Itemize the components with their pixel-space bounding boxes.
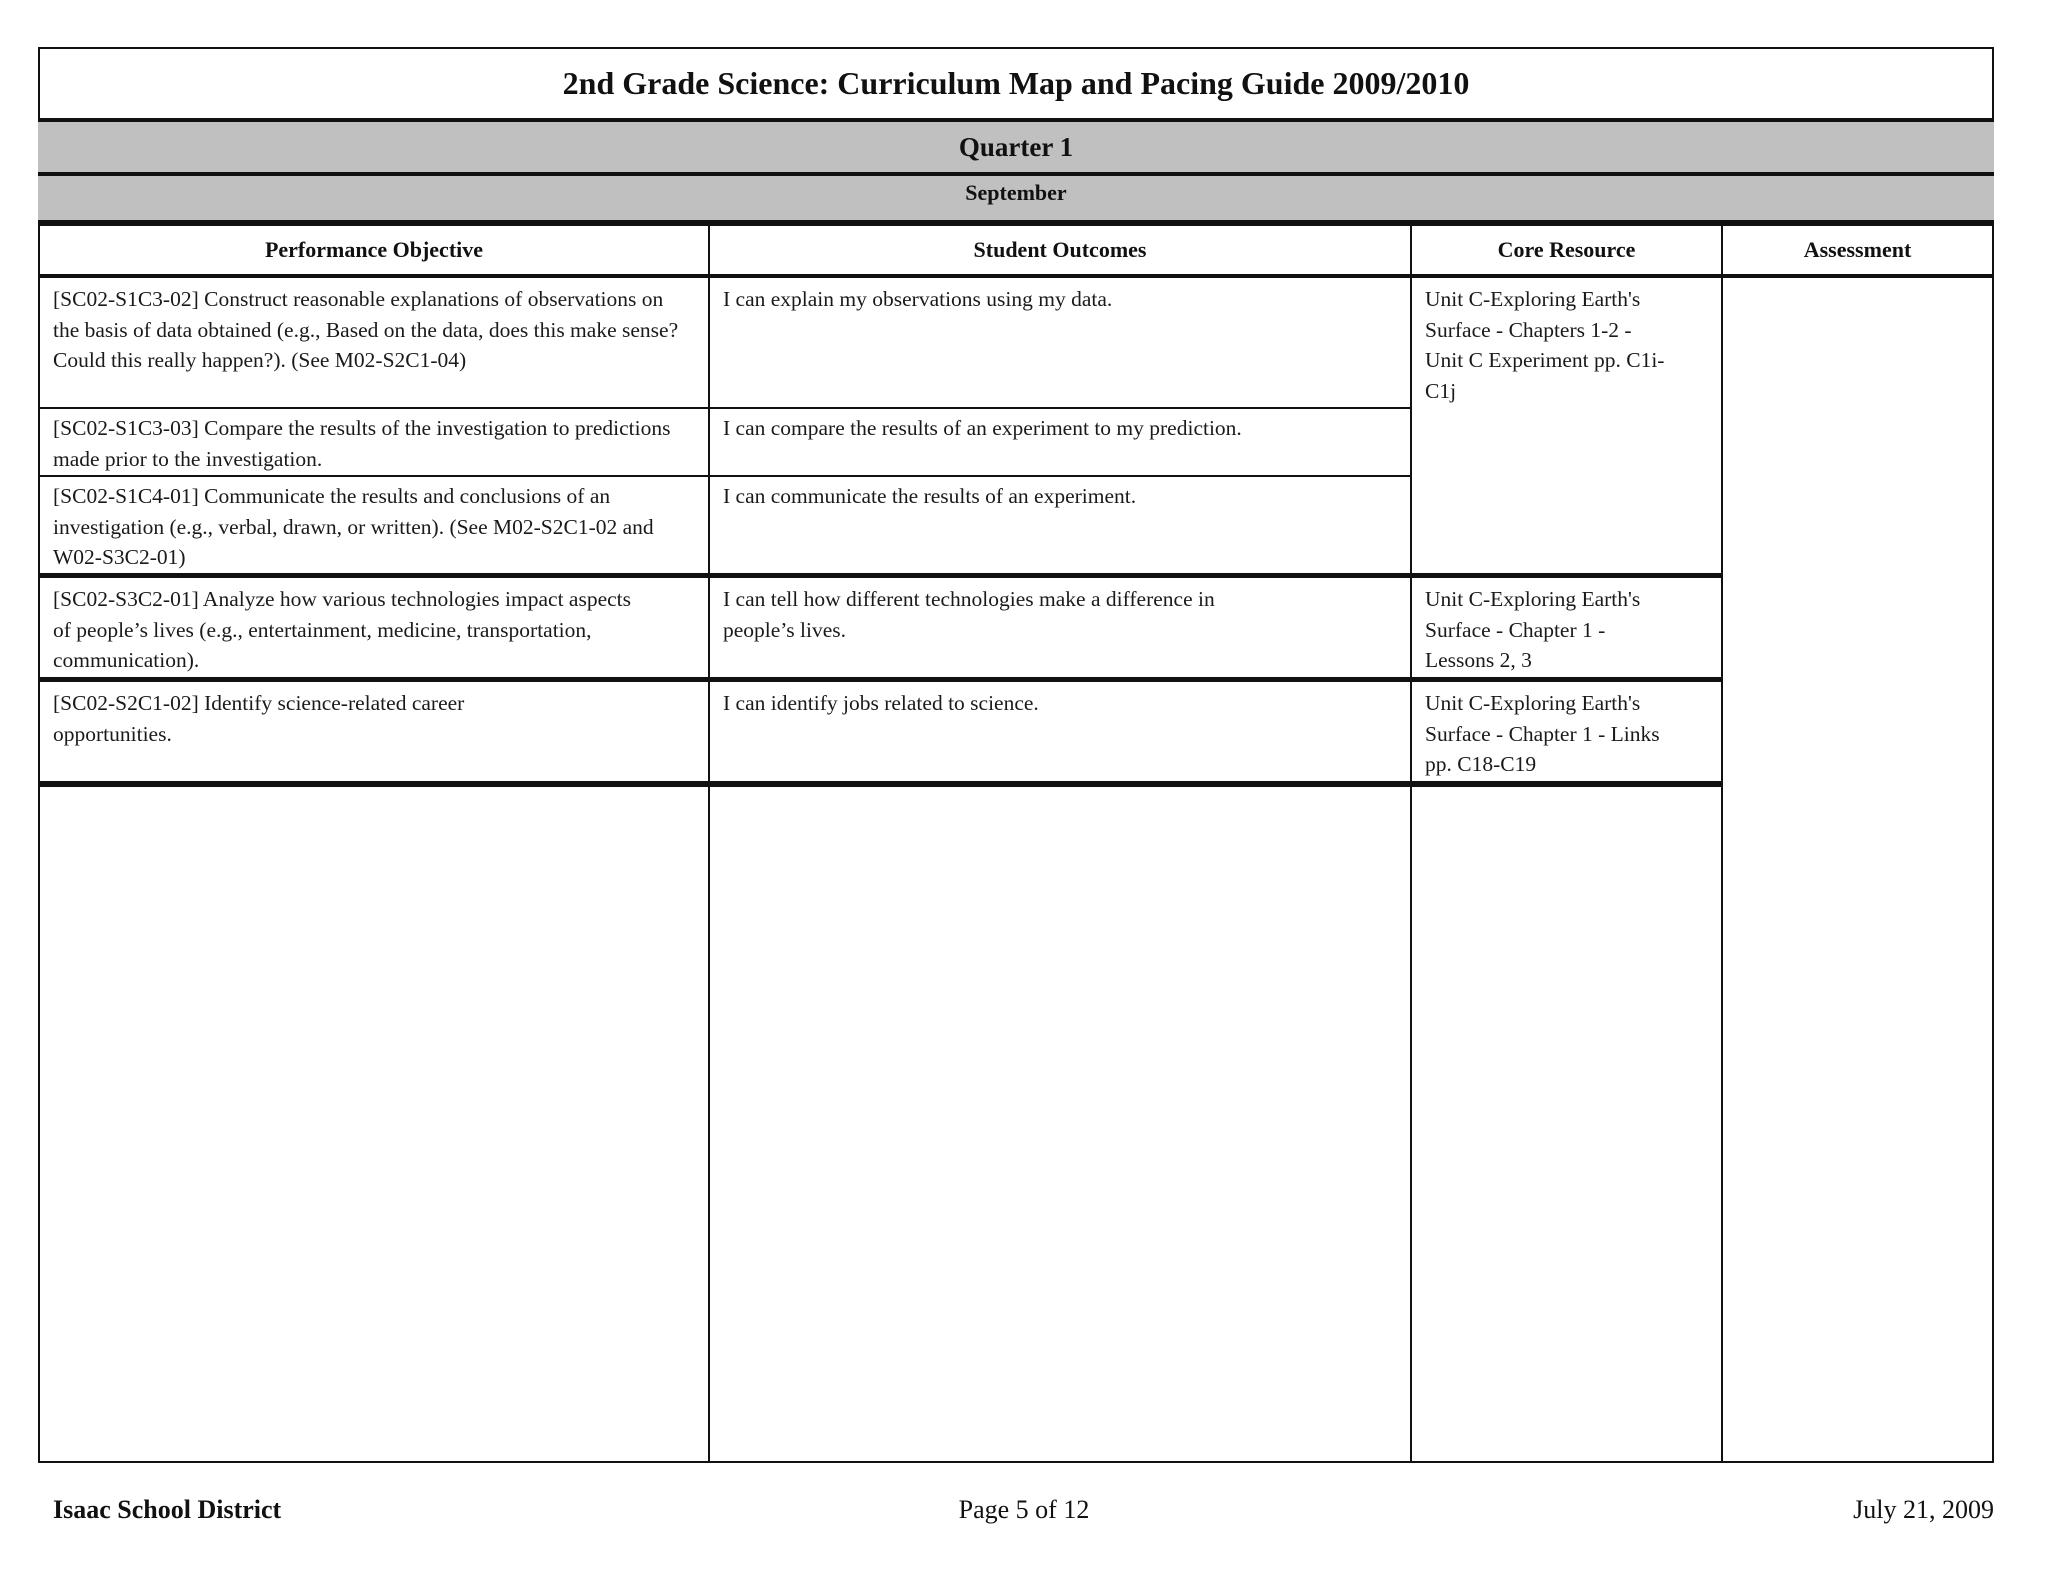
- outcome-cell: I can explain my observations using my data.: [723, 287, 1113, 311]
- objective-cell: [SC02-S1C3-03] Compare the results of the investigation to predictions made prior to the investigation.: [53, 416, 671, 471]
- header-performance-objective: Performance Objective: [264, 237, 484, 262]
- objective-cell: [SC02-S2C1-02] Identify science-related career opportunities.: [53, 691, 465, 746]
- column-divider: [1410, 226, 1412, 1462]
- column-divider: [708, 226, 710, 1462]
- header-student-outcomes: Student Outcomes: [973, 237, 1147, 262]
- row-rule: [38, 475, 1410, 477]
- resource-cell: Unit C-Exploring Earth's Surface - Chapter 1 - Links pp. C18-C19: [1425, 691, 1660, 776]
- header-rule: [38, 274, 1994, 278]
- objective-cell: [SC02-S1C4-01] Communicate the results and conclusions of an investigation (e.g., verbal, drawn, or written). (See M02-S2C1-02 and W02-S3C2-01): [53, 484, 654, 569]
- outcome-cell: I can compare the results of an experiment to my prediction.: [723, 416, 1242, 440]
- outcome-cell: I can communicate the results of an experiment.: [723, 484, 1137, 508]
- outcome-cell: I can tell how different technologies make a difference in people’s lives.: [723, 587, 1215, 642]
- resource-cell: Unit C-Exploring Earth's Surface - Chapters 1-2 - Unit C Experiment pp. C1i-C1j: [1425, 287, 1665, 403]
- header-core-resource: Core Resource: [1497, 237, 1636, 262]
- row-rule: [38, 407, 1410, 409]
- row-rule: [38, 677, 1722, 682]
- resource-cell: Unit C-Exploring Earth's Surface - Chapter 1 - Lessons 2, 3: [1425, 587, 1641, 672]
- row-rule: [38, 781, 1722, 787]
- row-rule: [38, 573, 1722, 578]
- footer-page-number: Page 5 of 12: [958, 1495, 1090, 1524]
- outcome-cell: I can identify jobs related to science.: [723, 691, 1039, 715]
- header-assessment: Assessment: [1803, 237, 1912, 262]
- objective-cell: [SC02-S1C3-02] Construct reasonable explanations of observations on the basis of data obtained (e.g., Based on the data, does this make sense? Could this really happen?). (See M02-S2C1-04): [53, 287, 679, 372]
- document-title: 2nd Grade Science: Curriculum Map and Pacing Guide 2009/2010: [562, 65, 1470, 101]
- footer-date: July 21, 2009: [1853, 1495, 1994, 1524]
- objective-cell: [SC02-S3C2-01] Analyze how various technologies impact aspects of people’s lives (e.g., entertainment, medicine, transportation, communication).: [53, 587, 632, 672]
- footer-district: Isaac School District: [53, 1495, 282, 1524]
- month-heading: September: [38, 176, 1994, 226]
- column-divider: [1721, 226, 1723, 1462]
- quarter-heading: Quarter 1: [38, 118, 1994, 176]
